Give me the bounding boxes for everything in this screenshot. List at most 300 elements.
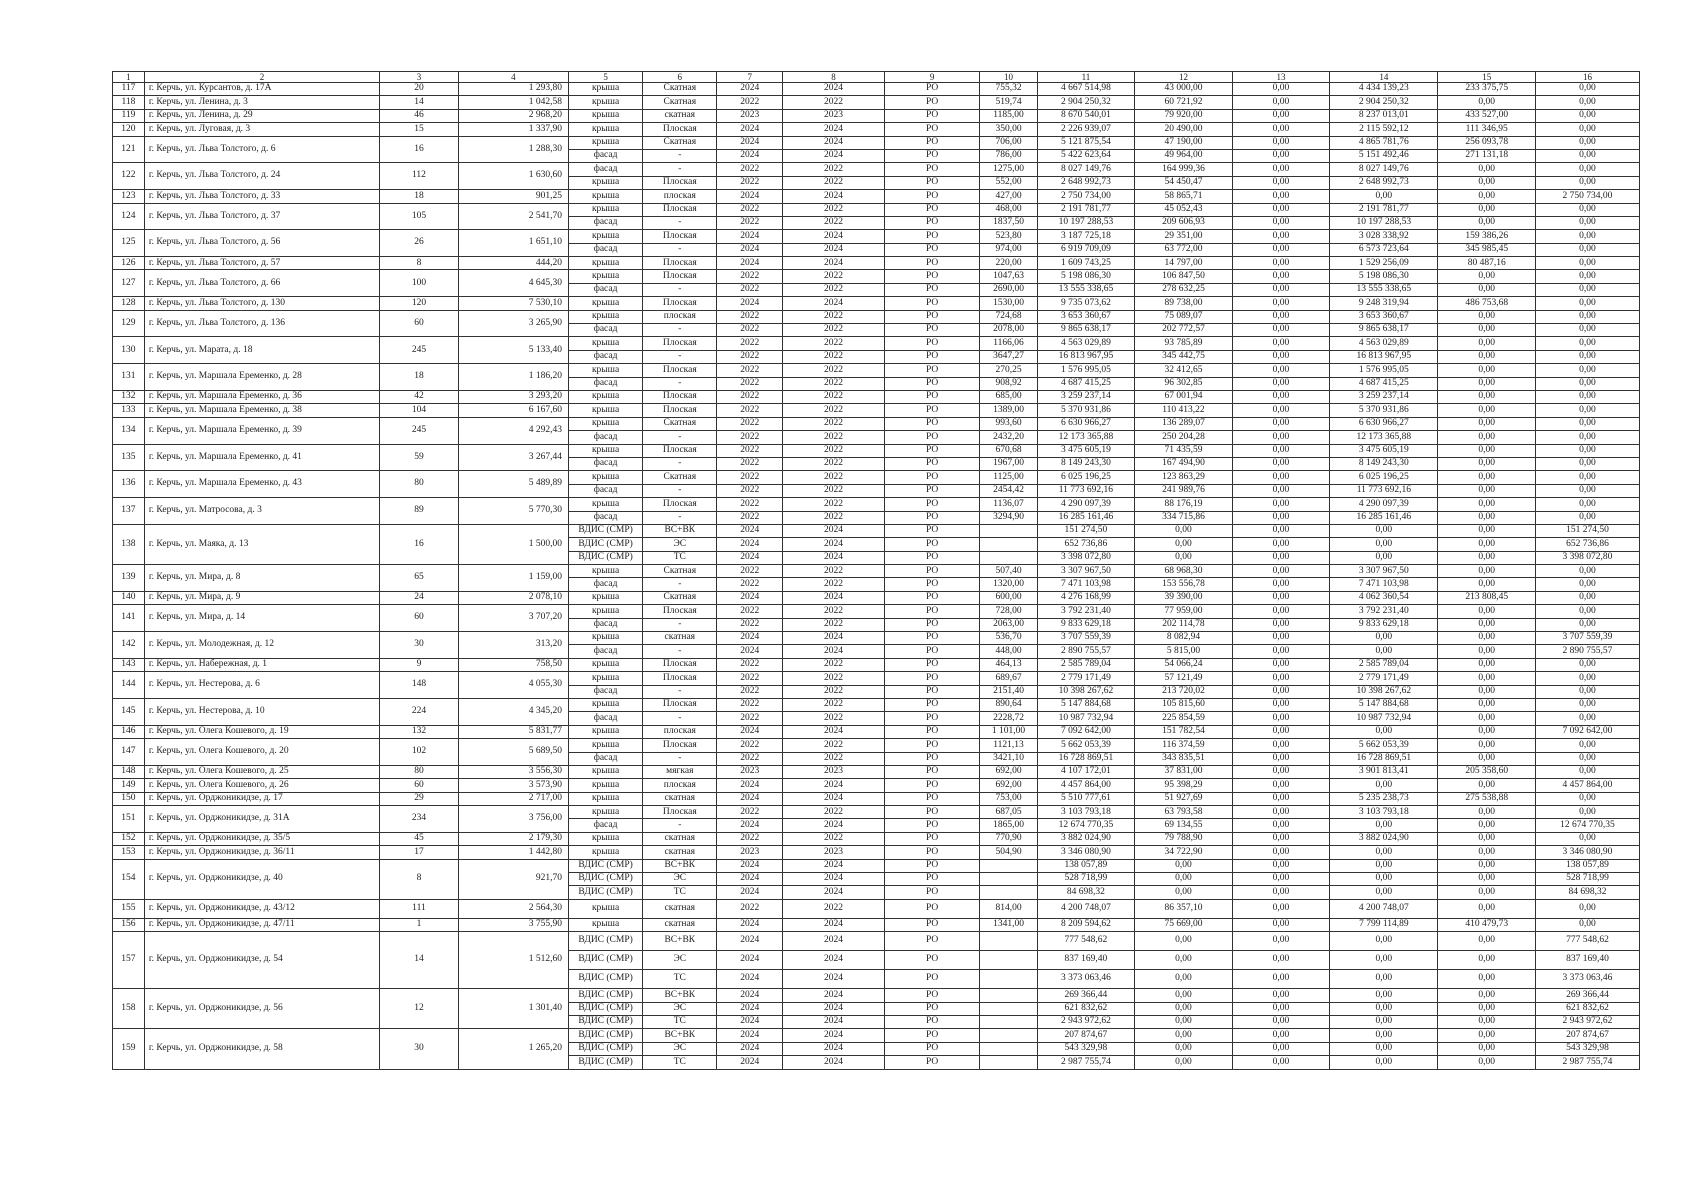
cost-col15-cell: 0,00 — [1438, 1056, 1536, 1069]
cost-col15-cell: 0,00 — [1438, 565, 1536, 578]
cost-col15-cell: 0,00 — [1438, 1042, 1536, 1055]
total-cost-cell: 3 259 237,14 — [1037, 390, 1135, 403]
cost-col15-cell: 0,00 — [1438, 310, 1536, 323]
source-cell: РО — [884, 859, 979, 872]
roof-type-cell: Плоская — [643, 337, 717, 350]
year-fact-cell: 2024 — [783, 297, 885, 310]
year-plan-cell: 2022 — [717, 390, 783, 403]
total-cost-cell: 2 987 755,74 — [1037, 1056, 1135, 1069]
cost-col14-cell: 10 197 288,53 — [1330, 216, 1438, 229]
year-fact-cell: 2024 — [783, 1002, 885, 1015]
cost-col14-cell: 4 865 781,76 — [1330, 136, 1438, 149]
roof-type-cell: - — [643, 377, 717, 390]
total-cost-cell: 10 987 732,94 — [1037, 712, 1135, 725]
source-cell: РО — [884, 390, 979, 403]
year-plan-cell: 2022 — [717, 270, 783, 283]
total-cost-cell: 652 736,86 — [1037, 538, 1135, 551]
cost-col13-cell: 0,00 — [1232, 591, 1330, 604]
total-cost-cell: 3 882 024,90 — [1037, 832, 1135, 845]
source-cell: РО — [884, 632, 979, 645]
cost-col14-cell: 0,00 — [1330, 819, 1438, 832]
source-cell: РО — [884, 257, 979, 270]
table-row — [113, 83, 1640, 96]
work-type-cell: крыша — [568, 806, 642, 819]
table-row — [113, 203, 1640, 216]
volume-cell: 2228,72 — [980, 712, 1037, 725]
cost-col12-cell: 29 351,00 — [1135, 230, 1233, 243]
column-number-cell: 16 — [1535, 72, 1639, 83]
work-type-cell: фасад — [568, 149, 642, 162]
work-type-cell: крыша — [568, 310, 642, 323]
row-number-cell: 157 — [113, 932, 145, 989]
year-plan-cell: 2022 — [717, 350, 783, 363]
address-cell: г. Керчь, ул. Мира, д. 9 — [144, 591, 379, 604]
year-plan-cell: 2024 — [717, 524, 783, 537]
roof-type-cell: скатная — [643, 792, 717, 805]
year-fact-cell: 2022 — [783, 498, 885, 511]
area-cell: 1 500,00 — [458, 524, 568, 564]
roof-type-cell: - — [643, 484, 717, 497]
cost-col13-cell: 0,00 — [1232, 109, 1330, 122]
total-cost-cell: 16 728 869,51 — [1037, 752, 1135, 765]
table-row — [113, 364, 1640, 377]
cost-col13-cell: 0,00 — [1232, 899, 1330, 918]
work-type-cell: ВДИС (СМР) — [568, 1056, 642, 1069]
cost-col13-cell: 0,00 — [1232, 377, 1330, 390]
roof-type-cell: - — [643, 216, 717, 229]
cost-col16-cell: 0,00 — [1535, 377, 1639, 390]
floors-cell: 8 — [380, 257, 458, 270]
total-cost-cell: 4 276 168,99 — [1037, 591, 1135, 604]
column-number-cell: 3 — [380, 72, 458, 83]
address-cell: г. Керчь, ул. Маршала Еременко, д. 39 — [144, 417, 379, 444]
total-cost-cell: 2 648 992,73 — [1037, 176, 1135, 189]
cost-col12-cell: 60 721,92 — [1135, 96, 1233, 109]
table-row — [113, 524, 1640, 537]
cost-col12-cell: 51 927,69 — [1135, 792, 1233, 805]
year-fact-cell: 2024 — [783, 918, 885, 931]
work-type-cell: крыша — [568, 83, 642, 96]
cost-col13-cell: 0,00 — [1232, 685, 1330, 698]
source-cell: РО — [884, 216, 979, 229]
cost-col14-cell: 7 471 103,98 — [1330, 578, 1438, 591]
cost-col12-cell: 213 720,02 — [1135, 685, 1233, 698]
cost-col16-cell: 0,00 — [1535, 899, 1639, 918]
area-cell: 1 630,60 — [458, 163, 568, 190]
year-fact-cell: 2024 — [783, 932, 885, 951]
cost-col14-cell: 16 728 869,51 — [1330, 752, 1438, 765]
cost-col14-cell: 6 025 196,25 — [1330, 471, 1438, 484]
source-cell: РО — [884, 899, 979, 918]
year-plan-cell: 2022 — [717, 377, 783, 390]
cost-col14-cell: 4 062 360,54 — [1330, 591, 1438, 604]
cost-col14-cell: 3 792 231,40 — [1330, 605, 1438, 618]
floors-cell: 20 — [380, 83, 458, 96]
column-number-cell: 15 — [1438, 72, 1536, 83]
year-fact-cell: 2024 — [783, 873, 885, 886]
roof-type-cell: Плоская — [643, 739, 717, 752]
address-cell: г. Керчь, ул. Орджоникидзе, д. 31А — [144, 806, 379, 833]
source-cell: РО — [884, 1056, 979, 1069]
work-type-cell: крыша — [568, 918, 642, 931]
source-cell: РО — [884, 484, 979, 497]
cost-col16-cell: 0,00 — [1535, 498, 1639, 511]
area-cell: 1 159,00 — [458, 565, 568, 592]
cost-col16-cell: 0,00 — [1535, 457, 1639, 470]
volume-cell: 468,00 — [980, 203, 1037, 216]
roof-type-cell: - — [643, 511, 717, 524]
area-cell: 2 541,70 — [458, 203, 568, 230]
year-plan-cell: 2022 — [717, 511, 783, 524]
year-fact-cell: 2022 — [783, 605, 885, 618]
source-cell: РО — [884, 457, 979, 470]
floors-cell: 80 — [380, 765, 458, 778]
cost-col15-cell: 0,00 — [1438, 873, 1536, 886]
year-plan-cell: 2022 — [717, 498, 783, 511]
area-cell: 3 756,00 — [458, 806, 568, 833]
year-fact-cell: 2022 — [783, 431, 885, 444]
source-cell: РО — [884, 283, 979, 296]
work-type-cell: крыша — [568, 270, 642, 283]
floors-cell: 59 — [380, 444, 458, 471]
cost-col14-cell: 0,00 — [1330, 632, 1438, 645]
source-cell: РО — [884, 123, 979, 136]
floors-cell: 80 — [380, 471, 458, 498]
cost-col12-cell: 79 788,90 — [1135, 832, 1233, 845]
row-number-cell: 158 — [113, 989, 145, 1029]
table-row — [113, 605, 1640, 618]
cost-col13-cell: 0,00 — [1232, 725, 1330, 738]
cost-col16-cell: 0,00 — [1535, 176, 1639, 189]
row-number-cell: 135 — [113, 444, 145, 471]
year-plan-cell: 2024 — [717, 243, 783, 256]
cost-col13-cell: 0,00 — [1232, 511, 1330, 524]
area-cell: 1 442,80 — [458, 846, 568, 859]
table-row — [113, 498, 1640, 511]
cost-col14-cell: 0,00 — [1330, 970, 1438, 989]
source-cell: РО — [884, 471, 979, 484]
cost-col13-cell: 0,00 — [1232, 297, 1330, 310]
roof-type-cell: ЭС — [643, 873, 717, 886]
year-plan-cell: 2023 — [717, 846, 783, 859]
cost-col13-cell: 0,00 — [1232, 1016, 1330, 1029]
year-plan-cell: 2022 — [717, 685, 783, 698]
volume-cell: 1320,00 — [980, 578, 1037, 591]
cost-col14-cell: 3 475 605,19 — [1330, 444, 1438, 457]
volume-cell: 755,32 — [980, 83, 1037, 96]
volume-cell — [980, 551, 1037, 564]
cost-col15-cell: 0,00 — [1438, 739, 1536, 752]
row-number-cell: 147 — [113, 739, 145, 766]
cost-col12-cell: 153 556,78 — [1135, 578, 1233, 591]
cost-col14-cell: 5 198 086,30 — [1330, 270, 1438, 283]
address-cell: г. Керчь, ул. Орджоникидзе, д. 17 — [144, 792, 379, 805]
address-cell: г. Керчь, ул. Маршала Еременко, д. 36 — [144, 390, 379, 403]
cost-col15-cell: 0,00 — [1438, 350, 1536, 363]
row-number-cell: 152 — [113, 832, 145, 845]
work-type-cell: крыша — [568, 698, 642, 711]
volume-cell: 706,00 — [980, 136, 1037, 149]
cost-col15-cell: 271 131,18 — [1438, 149, 1536, 162]
table-row — [113, 390, 1640, 403]
year-fact-cell: 2022 — [783, 96, 885, 109]
year-fact-cell: 2022 — [783, 471, 885, 484]
cost-col14-cell: 2 648 992,73 — [1330, 176, 1438, 189]
area-cell: 1 288,30 — [458, 136, 568, 163]
work-type-cell: ВДИС (СМР) — [568, 970, 642, 989]
work-type-cell: фасад — [568, 484, 642, 497]
total-cost-cell: 3 346 080,90 — [1037, 846, 1135, 859]
cost-col14-cell: 0,00 — [1330, 1002, 1438, 1015]
total-cost-cell: 1 576 995,05 — [1037, 364, 1135, 377]
table-row — [113, 792, 1640, 805]
floors-cell: 9 — [380, 658, 458, 671]
work-type-cell: фасад — [568, 216, 642, 229]
source-cell: РО — [884, 658, 979, 671]
cost-col15-cell: 0,00 — [1438, 618, 1536, 631]
work-type-cell: ВДИС (СМР) — [568, 932, 642, 951]
cost-col12-cell: 0,00 — [1135, 538, 1233, 551]
cost-col13-cell: 0,00 — [1232, 190, 1330, 203]
cost-col14-cell: 16 813 967,95 — [1330, 350, 1438, 363]
volume-cell: 692,00 — [980, 779, 1037, 792]
cost-col14-cell: 9 865 638,17 — [1330, 324, 1438, 337]
roof-type-cell: Скатная — [643, 96, 717, 109]
year-fact-cell: 2024 — [783, 83, 885, 96]
cost-col14-cell: 0,00 — [1330, 725, 1438, 738]
year-plan-cell: 2022 — [717, 618, 783, 631]
cost-col14-cell: 4 434 139,23 — [1330, 83, 1438, 96]
work-type-cell: ВДИС (СМР) — [568, 859, 642, 872]
year-plan-cell: 2022 — [717, 806, 783, 819]
work-type-cell: ВДИС (СМР) — [568, 1016, 642, 1029]
work-type-cell: фасад — [568, 431, 642, 444]
volume-cell — [980, 538, 1037, 551]
work-type-cell: крыша — [568, 136, 642, 149]
cost-col13-cell: 0,00 — [1232, 364, 1330, 377]
work-type-cell: фасад — [568, 283, 642, 296]
total-cost-cell: 6 025 196,25 — [1037, 471, 1135, 484]
area-cell: 7 530,10 — [458, 297, 568, 310]
column-number-cell: 10 — [980, 72, 1037, 83]
total-cost-cell: 2 943 972,62 — [1037, 1016, 1135, 1029]
table-body — [113, 72, 1640, 1070]
volume-cell: 993,60 — [980, 417, 1037, 430]
volume-cell: 507,40 — [980, 565, 1037, 578]
volume-cell — [980, 1056, 1037, 1069]
address-cell: г. Керчь, ул. Маршала Еременко, д. 28 — [144, 364, 379, 391]
cost-col13-cell: 0,00 — [1232, 538, 1330, 551]
cost-col12-cell: 71 435,59 — [1135, 444, 1233, 457]
roof-type-cell: ТС — [643, 970, 717, 989]
cost-col16-cell: 0,00 — [1535, 404, 1639, 417]
row-number-cell: 155 — [113, 899, 145, 918]
area-cell: 2 078,10 — [458, 591, 568, 604]
cost-col14-cell: 5 370 931,86 — [1330, 404, 1438, 417]
area-cell: 3 707,20 — [458, 605, 568, 632]
work-type-cell: крыша — [568, 203, 642, 216]
total-cost-cell: 138 057,89 — [1037, 859, 1135, 872]
source-cell: РО — [884, 645, 979, 658]
source-cell: РО — [884, 1002, 979, 1015]
volume-cell: 685,00 — [980, 390, 1037, 403]
volume-cell: 689,67 — [980, 672, 1037, 685]
address-cell: г. Керчь, ул. Льва Толстого, д. 66 — [144, 270, 379, 297]
cost-col16-cell: 4 457 864,00 — [1535, 779, 1639, 792]
floors-cell: 42 — [380, 390, 458, 403]
work-type-cell: фасад — [568, 712, 642, 725]
cost-col16-cell: 0,00 — [1535, 243, 1639, 256]
volume-cell: 1121,13 — [980, 739, 1037, 752]
volume-cell: 1166,06 — [980, 337, 1037, 350]
roof-type-cell: Скатная — [643, 565, 717, 578]
cost-col15-cell: 0,00 — [1438, 605, 1536, 618]
table-row — [113, 1029, 1640, 1042]
cost-col15-cell: 0,00 — [1438, 846, 1536, 859]
work-type-cell: ВДИС (СМР) — [568, 538, 642, 551]
roof-type-cell: - — [643, 243, 717, 256]
roof-type-cell: Плоская — [643, 270, 717, 283]
cost-col14-cell: 0,00 — [1330, 846, 1438, 859]
cost-col15-cell: 0,00 — [1438, 698, 1536, 711]
cost-col16-cell: 0,00 — [1535, 257, 1639, 270]
volume-cell: 1275,00 — [980, 163, 1037, 176]
cost-col16-cell: 0,00 — [1535, 431, 1639, 444]
work-type-cell: крыша — [568, 725, 642, 738]
floors-cell: 224 — [380, 698, 458, 725]
year-fact-cell: 2024 — [783, 725, 885, 738]
cost-col16-cell: 0,00 — [1535, 618, 1639, 631]
roof-type-cell: скатная — [643, 832, 717, 845]
roof-type-cell: Плоская — [643, 364, 717, 377]
total-cost-cell: 621 832,62 — [1037, 1002, 1135, 1015]
year-fact-cell: 2024 — [783, 136, 885, 149]
floors-cell: 60 — [380, 779, 458, 792]
source-cell: РО — [884, 806, 979, 819]
cost-col16-cell: 0,00 — [1535, 471, 1639, 484]
roof-type-cell: - — [643, 163, 717, 176]
source-cell: РО — [884, 873, 979, 886]
table-row — [113, 337, 1640, 350]
total-cost-cell: 12 173 365,88 — [1037, 431, 1135, 444]
cost-col12-cell: 88 176,19 — [1135, 498, 1233, 511]
cost-col12-cell: 54 450,47 — [1135, 176, 1233, 189]
address-cell: г. Керчь, ул. Льва Толстого, д. 24 — [144, 163, 379, 190]
volume-cell: 1136,07 — [980, 498, 1037, 511]
cost-col13-cell: 0,00 — [1232, 149, 1330, 162]
volume-cell — [980, 1029, 1037, 1042]
cost-col13-cell: 0,00 — [1232, 123, 1330, 136]
row-number-cell: 118 — [113, 96, 145, 109]
column-number-cell: 5 — [568, 72, 642, 83]
cost-col12-cell: 123 863,29 — [1135, 471, 1233, 484]
cost-col16-cell: 0,00 — [1535, 685, 1639, 698]
volume-cell: 908,92 — [980, 377, 1037, 390]
year-plan-cell: 2022 — [717, 832, 783, 845]
row-number-cell: 124 — [113, 203, 145, 230]
source-cell: РО — [884, 297, 979, 310]
source-cell: РО — [884, 324, 979, 337]
floors-cell: 245 — [380, 337, 458, 364]
cost-col16-cell: 0,00 — [1535, 672, 1639, 685]
cost-col13-cell: 0,00 — [1232, 270, 1330, 283]
area-cell: 3 267,44 — [458, 444, 568, 471]
volume-cell: 1341,00 — [980, 918, 1037, 931]
source-cell: РО — [884, 846, 979, 859]
year-fact-cell: 2024 — [783, 792, 885, 805]
year-fact-cell: 2022 — [783, 565, 885, 578]
volume-cell: 523,80 — [980, 230, 1037, 243]
volume-cell — [980, 970, 1037, 989]
cost-col16-cell: 0,00 — [1535, 712, 1639, 725]
area-cell: 3 755,90 — [458, 918, 568, 931]
address-cell: г. Керчь, ул. Курсантов, д. 17А — [144, 83, 379, 96]
year-plan-cell: 2024 — [717, 591, 783, 604]
year-plan-cell: 2024 — [717, 1016, 783, 1029]
area-cell: 758,50 — [458, 658, 568, 671]
source-cell: РО — [884, 149, 979, 162]
floors-cell: 16 — [380, 136, 458, 163]
year-plan-cell: 2022 — [717, 578, 783, 591]
cost-col13-cell: 0,00 — [1232, 918, 1330, 931]
work-type-cell: фасад — [568, 511, 642, 524]
cost-col14-cell: 8 237 013,01 — [1330, 109, 1438, 122]
year-plan-cell: 2024 — [717, 123, 783, 136]
cost-col13-cell: 0,00 — [1232, 712, 1330, 725]
cost-col15-cell: 0,00 — [1438, 337, 1536, 350]
roof-type-cell: - — [643, 618, 717, 631]
source-cell: РО — [884, 765, 979, 778]
cost-col13-cell: 0,00 — [1232, 524, 1330, 537]
cost-col14-cell: 0,00 — [1330, 1016, 1438, 1029]
cost-col13-cell: 0,00 — [1232, 498, 1330, 511]
cost-col15-cell: 0,00 — [1438, 390, 1536, 403]
work-type-cell: крыша — [568, 591, 642, 604]
cost-col12-cell: 0,00 — [1135, 1056, 1233, 1069]
source-cell: РО — [884, 431, 979, 444]
volume-cell — [980, 1016, 1037, 1029]
area-cell: 3 293,20 — [458, 390, 568, 403]
floors-cell: 102 — [380, 739, 458, 766]
floors-cell: 29 — [380, 792, 458, 805]
volume-cell: 753,00 — [980, 792, 1037, 805]
cost-col14-cell: 0,00 — [1330, 989, 1438, 1002]
work-type-cell: крыша — [568, 390, 642, 403]
cost-col16-cell: 2 750 734,00 — [1535, 190, 1639, 203]
year-fact-cell: 2022 — [783, 310, 885, 323]
year-fact-cell: 2022 — [783, 658, 885, 671]
row-number-cell: 119 — [113, 109, 145, 122]
area-cell: 1 293,80 — [458, 83, 568, 96]
total-cost-cell: 8 027 149,76 — [1037, 163, 1135, 176]
address-cell: г. Керчь, ул. Олега Кошевого, д. 25 — [144, 765, 379, 778]
cost-col13-cell: 0,00 — [1232, 230, 1330, 243]
floors-cell: 60 — [380, 310, 458, 337]
cost-col12-cell: 77 959,00 — [1135, 605, 1233, 618]
floors-cell: 89 — [380, 498, 458, 525]
total-cost-cell: 5 422 623,64 — [1037, 149, 1135, 162]
year-plan-cell: 2024 — [717, 1056, 783, 1069]
floors-cell: 18 — [380, 364, 458, 391]
cost-col14-cell: 0,00 — [1330, 932, 1438, 951]
roof-type-cell: - — [643, 283, 717, 296]
cost-col16-cell: 0,00 — [1535, 136, 1639, 149]
volume-cell: 1967,00 — [980, 457, 1037, 470]
cost-col15-cell: 0,00 — [1438, 951, 1536, 970]
table-row — [113, 297, 1640, 310]
cost-col13-cell: 0,00 — [1232, 951, 1330, 970]
column-number-cell: 7 — [717, 72, 783, 83]
